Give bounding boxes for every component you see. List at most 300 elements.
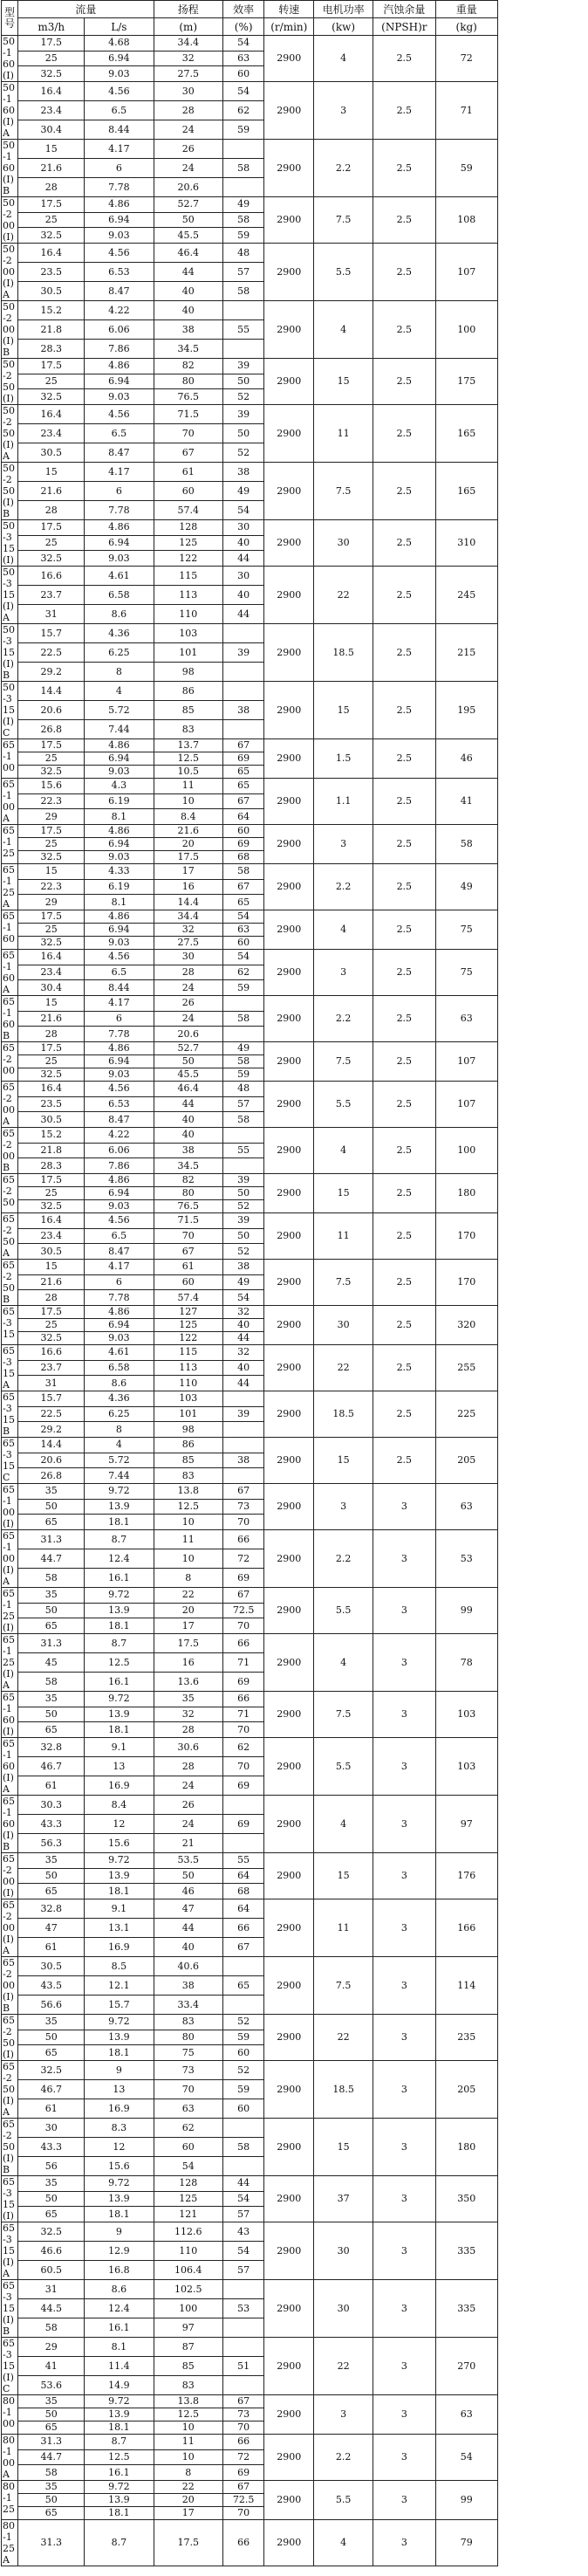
motor-power-cell: 37 [314, 2176, 373, 2222]
efficiency-cell: 62 [222, 1738, 264, 1757]
flow-m3h-cell: 31.3 [18, 1634, 85, 1653]
header-row-names [2, 1, 587, 18]
table-row [2, 1391, 587, 1407]
head-cell: 34.5 [154, 340, 222, 359]
model-cell: 65-100(I)A [2, 1530, 18, 1588]
head-cell: 13.6 [154, 1673, 222, 1692]
flow-m3h-cell: 15 [18, 864, 85, 880]
flow-m3h-cell: 22.3 [18, 793, 85, 809]
flow-m3h-cell: 16.6 [18, 567, 85, 586]
head-cell: 24 [154, 159, 222, 178]
head-cell: 45.5 [154, 1068, 222, 1082]
flow-ls-cell: 9.72 [85, 2395, 154, 2408]
head-cell: 16 [154, 1653, 222, 1673]
model-cell: 50-250(I)A [2, 405, 18, 463]
efficiency-cell: 40 [222, 1319, 264, 1332]
table-row [2, 1796, 587, 1815]
flow-m3h-cell: 65 [18, 2507, 85, 2520]
npsh-cell: 3 [373, 1796, 435, 1853]
head-cell: 73 [154, 2061, 222, 2080]
table-row [2, 2481, 587, 2494]
motor-power-cell: 15 [314, 359, 373, 405]
efficiency-cell: 64 [222, 1899, 264, 1919]
npsh-cell: 3 [373, 2119, 435, 2176]
efficiency-cell: 59 [222, 2080, 264, 2099]
flow-ls-cell: 8.1 [85, 809, 154, 825]
efficiency-cell: 70 [222, 1757, 264, 1776]
model-cell: 65-160 [2, 910, 18, 950]
table-row [2, 1853, 587, 1869]
efficiency-cell: 44 [222, 551, 264, 567]
efficiency-cell: 72 [222, 1549, 264, 1569]
efficiency-cell: 49 [222, 1042, 264, 1055]
model-cell: 80-125 [2, 2481, 18, 2520]
head-cell: 50 [154, 1868, 222, 1884]
flow-ls-cell: 16.9 [85, 2099, 154, 2119]
head-cell: 45.5 [154, 228, 222, 244]
speed-cell: 2900 [264, 301, 314, 359]
efficiency-cell: 70 [222, 1515, 264, 1530]
head-cell: 34.4 [154, 910, 222, 924]
flow-ls-cell: 8.7 [85, 2520, 154, 2566]
flow-ls-cell: 6.53 [85, 263, 154, 282]
head-cell: 22 [154, 2481, 222, 2494]
flow-m3h-cell: 31 [18, 1376, 85, 1391]
efficiency-cell: 65 [222, 779, 264, 794]
speed-cell: 2900 [264, 1853, 314, 1899]
speed-cell: 2900 [264, 1260, 314, 1306]
flow-ls-cell: 4.56 [85, 950, 154, 965]
head-cell: 50 [154, 212, 222, 228]
flow-m3h-cell: 43.5 [18, 1976, 85, 1996]
head-cell: 46 [154, 1884, 222, 1899]
model-cell: 65-315A [2, 1345, 18, 1391]
model-cell: 65-250B [2, 1260, 18, 1306]
efficiency-cell: 50 [222, 1187, 264, 1200]
efficiency-cell: 44 [222, 605, 264, 624]
motor-power-cell: 11 [314, 1899, 373, 1957]
flow-ls-cell: 5.72 [85, 701, 154, 720]
motor-power-cell: 15 [314, 1438, 373, 1484]
flow-m3h-cell: 47 [18, 1919, 85, 1938]
flow-m3h-cell: 22.5 [18, 1406, 85, 1422]
weight-cell: 195 [435, 682, 497, 739]
efficiency-cell: 48 [222, 244, 264, 263]
speed-cell: 2900 [264, 864, 314, 910]
npsh-cell: 2.5 [373, 950, 435, 996]
flow-ls-cell: 8.6 [85, 1376, 154, 1391]
motor-power-cell: 5.5 [314, 244, 373, 301]
npsh-cell: 3 [373, 1530, 435, 1588]
table-row [2, 864, 587, 880]
weight-cell: 255 [435, 1345, 497, 1391]
npsh-cell: 2.5 [373, 1213, 435, 1260]
head-cell: 30 [154, 950, 222, 965]
flow-m3h-cell: 15 [18, 463, 85, 482]
weight-cell: 180 [435, 2119, 497, 2176]
flow-m3h-cell: 25 [18, 374, 85, 389]
speed-cell: 2900 [264, 1484, 314, 1530]
efficiency-cell: 67 [222, 1588, 264, 1604]
motor-power-cell: 2.2 [314, 1530, 373, 1588]
flow-ls-cell: 9.03 [85, 937, 154, 950]
flow-ls-cell: 16.8 [85, 2261, 154, 2280]
model-cell: 65-125(I)A [2, 1634, 18, 1692]
head-cell: 11 [154, 2435, 222, 2450]
weight-cell: 107 [435, 244, 497, 301]
efficiency-cell [222, 682, 264, 701]
flow-m3h-cell: 16.4 [18, 1213, 85, 1229]
head-cell: 76.5 [154, 1200, 222, 1213]
npsh-cell: 2.5 [373, 779, 435, 825]
efficiency-cell [222, 1158, 264, 1174]
flow-m3h-cell: 30.5 [18, 1957, 85, 1976]
flow-m3h-cell: 46.6 [18, 2242, 85, 2261]
flow-ls-cell: 4.33 [85, 864, 154, 880]
speed-cell: 2900 [264, 140, 314, 197]
efficiency-cell: 30 [222, 520, 264, 536]
flow-ls-cell: 9.72 [85, 2481, 154, 2494]
model-cell: 65-200 [2, 1042, 18, 1082]
flow-m3h-cell: 32.5 [18, 1332, 85, 1345]
flow-ls-cell: 4 [85, 682, 154, 701]
npsh-cell: 3 [373, 1957, 435, 2015]
flow-ls-cell: 9.72 [85, 2015, 154, 2030]
motor-power-cell: 22 [314, 567, 373, 624]
efficiency-cell [222, 996, 264, 1012]
head-cell: 125 [154, 1319, 222, 1332]
efficiency-cell: 66 [222, 2520, 264, 2566]
flow-m3h-cell: 50 [18, 2408, 85, 2421]
npsh-cell: 2.5 [373, 36, 435, 82]
unit-power: (kw) [314, 18, 373, 36]
efficiency-cell: 39 [222, 405, 264, 424]
npsh-cell: 2.5 [373, 1438, 435, 1484]
model-cell: 65-100(I) [2, 1484, 18, 1530]
flow-m3h-cell: 14.4 [18, 1438, 85, 1453]
efficiency-cell: 44 [222, 1332, 264, 1345]
motor-power-cell: 22 [314, 2015, 373, 2061]
flow-ls-cell: 8.3 [85, 2119, 154, 2138]
weight-cell: 350 [435, 2176, 497, 2222]
flow-ls-cell: 8.47 [85, 443, 154, 463]
flow-m3h-cell: 30.4 [18, 120, 85, 140]
weight-cell: 320 [435, 1306, 497, 1345]
efficiency-cell: 38 [222, 701, 264, 720]
head-cell: 113 [154, 586, 222, 605]
efficiency-cell: 52 [222, 2061, 264, 2080]
head-cell: 57.4 [154, 1290, 222, 1306]
flow-ls-cell: 8 [85, 1422, 154, 1438]
speed-cell: 2900 [264, 520, 314, 567]
flow-m3h-cell: 25 [18, 1187, 85, 1200]
flow-ls-cell: 7.44 [85, 720, 154, 739]
table-row [2, 1213, 587, 1229]
flow-ls-cell: 5.72 [85, 1453, 154, 1468]
flow-m3h-cell: 31 [18, 2280, 85, 2299]
flow-ls-cell: 8.1 [85, 895, 154, 910]
flow-m3h-cell: 43.3 [18, 1815, 85, 1834]
flow-m3h-cell: 25 [18, 1055, 85, 1068]
flow-m3h-cell: 53.6 [18, 2376, 85, 2395]
efficiency-cell: 67 [222, 793, 264, 809]
flow-m3h-cell: 32.5 [18, 2061, 85, 2080]
flow-m3h-cell: 58 [18, 2318, 85, 2338]
flow-m3h-cell: 17.5 [18, 36, 85, 52]
flow-ls-cell: 7.78 [85, 1290, 154, 1306]
flow-m3h-cell: 50 [18, 2030, 85, 2045]
motor-power-cell: 3 [314, 82, 373, 140]
head-cell: 40 [154, 1128, 222, 1144]
speed-cell: 2900 [264, 825, 314, 864]
head-cell: 8 [154, 2465, 222, 2481]
flow-m3h-cell: 16.4 [18, 244, 85, 263]
speed-cell: 2900 [264, 359, 314, 405]
flow-m3h-cell: 15.2 [18, 301, 85, 320]
flow-ls-cell: 7.86 [85, 1158, 154, 1174]
flow-m3h-cell: 60.5 [18, 2261, 85, 2280]
weight-cell: 78 [435, 1634, 497, 1692]
flow-ls-cell: 8.7 [85, 1634, 154, 1653]
flow-ls-cell: 15.6 [85, 1834, 154, 1853]
efficiency-cell: 60 [222, 825, 264, 838]
npsh-cell: 2.5 [373, 244, 435, 301]
speed-cell: 2900 [264, 910, 314, 950]
header-speed: 转速 [264, 1, 314, 18]
npsh-cell: 2.5 [373, 567, 435, 624]
flow-m3h-cell: 45 [18, 1653, 85, 1673]
flow-ls-cell: 4.56 [85, 82, 154, 101]
efficiency-cell: 52 [222, 1200, 264, 1213]
head-cell: 20 [154, 838, 222, 851]
flow-ls-cell: 6.94 [85, 752, 154, 766]
flow-m3h-cell: 35 [18, 2395, 85, 2408]
flow-m3h-cell: 44.5 [18, 2299, 85, 2318]
efficiency-cell: 69 [222, 1815, 264, 1834]
flow-m3h-cell: 20.6 [18, 701, 85, 720]
model-cell: 65-100 [2, 739, 18, 779]
flow-ls-cell: 11.4 [85, 2357, 154, 2376]
flow-ls-cell: 8.44 [85, 120, 154, 140]
head-cell: 40 [154, 301, 222, 320]
head-cell: 28 [154, 1757, 222, 1776]
head-cell: 67 [154, 443, 222, 463]
efficiency-cell: 39 [222, 359, 264, 374]
flow-ls-cell: 12.5 [85, 2449, 154, 2465]
flow-m3h-cell: 65 [18, 1515, 85, 1530]
flow-m3h-cell: 21.6 [18, 1011, 85, 1027]
flow-m3h-cell: 29.2 [18, 1422, 85, 1438]
head-cell: 28 [154, 965, 222, 980]
efficiency-cell: 32 [222, 1306, 264, 1319]
head-cell: 10.5 [154, 766, 222, 779]
efficiency-cell [222, 1957, 264, 1976]
efficiency-cell: 69 [222, 2465, 264, 2481]
table-row [2, 140, 587, 159]
flow-m3h-cell: 30.4 [18, 980, 85, 996]
efficiency-cell [222, 1027, 264, 1042]
flow-ls-cell: 8.47 [85, 1112, 154, 1128]
model-cell: 65-200A [2, 1082, 18, 1128]
efficiency-cell: 65 [222, 1976, 264, 1996]
flow-m3h-cell: 65 [18, 2207, 85, 2222]
table-row [2, 996, 587, 1012]
npsh-cell: 2.5 [373, 520, 435, 567]
model-cell: 65-125 [2, 825, 18, 864]
model-cell: 65-200(I) [2, 1853, 18, 1899]
model-cell: 50-200(I) [2, 197, 18, 244]
flow-ls-cell: 13.9 [85, 1707, 154, 1722]
npsh-cell: 2.5 [373, 1391, 435, 1438]
flow-m3h-cell: 15 [18, 140, 85, 159]
efficiency-cell [222, 624, 264, 643]
flow-m3h-cell: 29 [18, 2338, 85, 2357]
efficiency-cell: 62 [222, 101, 264, 120]
flow-m3h-cell: 32.8 [18, 1738, 85, 1757]
flow-m3h-cell: 17.5 [18, 825, 85, 838]
head-cell: 27.5 [154, 66, 222, 82]
motor-power-cell: 30 [314, 2280, 373, 2338]
flow-m3h-cell: 30.5 [18, 282, 85, 301]
model-cell: 50-315(I)B [2, 624, 18, 682]
flow-m3h-cell: 56.3 [18, 1834, 85, 1853]
flow-ls-cell: 12 [85, 1815, 154, 1834]
weight-cell: 108 [435, 197, 497, 244]
efficiency-cell: 73 [222, 1499, 264, 1515]
head-cell: 46.4 [154, 244, 222, 263]
flow-m3h-cell: 29 [18, 895, 85, 910]
flow-m3h-cell: 50 [18, 2494, 85, 2507]
flow-ls-cell: 8 [85, 663, 154, 682]
flow-m3h-cell: 25 [18, 535, 85, 551]
flow-ls-cell: 13.9 [85, 2408, 154, 2421]
flow-ls-cell: 8.1 [85, 2338, 154, 2357]
npsh-cell: 2.5 [373, 301, 435, 359]
head-cell: 20 [154, 1603, 222, 1618]
efficiency-cell: 67 [222, 1484, 264, 1500]
table-row [2, 36, 587, 52]
efficiency-cell: 65 [222, 766, 264, 779]
flow-ls-cell: 9 [85, 2061, 154, 2080]
flow-ls-cell: 4.86 [85, 1306, 154, 1319]
weight-cell: 59 [435, 140, 497, 197]
flow-ls-cell: 4.86 [85, 910, 154, 924]
flow-ls-cell: 6.5 [85, 101, 154, 120]
npsh-cell: 2.5 [373, 1128, 435, 1174]
flow-m3h-cell: 65 [18, 2421, 85, 2435]
unit-head: (m) [154, 18, 222, 36]
model-cell: 65-250(I) [2, 2015, 18, 2061]
efficiency-cell: 64 [222, 809, 264, 825]
speed-cell: 2900 [264, 1738, 314, 1796]
efficiency-cell: 66 [222, 1919, 264, 1938]
weight-cell: 176 [435, 1853, 497, 1899]
motor-power-cell: 18.5 [314, 624, 373, 682]
weight-cell: 166 [435, 1899, 497, 1957]
efficiency-cell [222, 720, 264, 739]
head-cell: 127 [154, 1306, 222, 1319]
npsh-cell: 3 [373, 1634, 435, 1692]
flow-m3h-cell: 21.6 [18, 159, 85, 178]
flow-m3h-cell: 56 [18, 2157, 85, 2176]
table-row [2, 463, 587, 482]
flow-m3h-cell: 35 [18, 2176, 85, 2192]
model-cell: 65-200(I)A [2, 1899, 18, 1957]
efficiency-cell [222, 301, 264, 320]
efficiency-cell: 65 [222, 895, 264, 910]
head-cell: 32 [154, 1707, 222, 1722]
table-row [2, 567, 587, 586]
head-cell: 98 [154, 663, 222, 682]
motor-power-cell: 15 [314, 682, 373, 739]
speed-cell: 2900 [264, 2061, 314, 2119]
motor-power-cell: 7.5 [314, 197, 373, 244]
header-model: 型号 [2, 1, 18, 36]
model-cell: 50-160(I)A [2, 82, 18, 140]
table-row [2, 82, 587, 101]
head-cell: 40 [154, 1938, 222, 1957]
head-cell: 80 [154, 374, 222, 389]
head-cell: 13.8 [154, 2395, 222, 2408]
efficiency-cell: 57 [222, 2207, 264, 2222]
flow-ls-cell: 4.61 [85, 567, 154, 586]
table-row [2, 1738, 587, 1757]
efficiency-cell [222, 140, 264, 159]
efficiency-cell: 66 [222, 1634, 264, 1653]
head-cell: 12.5 [154, 1499, 222, 1515]
weight-cell: 270 [435, 2338, 497, 2395]
flow-ls-cell: 13.9 [85, 1868, 154, 1884]
efficiency-cell: 64 [222, 1868, 264, 1884]
weight-cell: 170 [435, 1260, 497, 1306]
head-cell: 47 [154, 1899, 222, 1919]
efficiency-cell: 58 [222, 1055, 264, 1068]
efficiency-cell [222, 663, 264, 682]
npsh-cell: 3 [373, 1899, 435, 1957]
flow-ls-cell: 18.1 [85, 1515, 154, 1530]
speed-cell: 2900 [264, 567, 314, 624]
flow-m3h-cell: 58 [18, 1569, 85, 1588]
table-row [2, 2338, 587, 2357]
efficiency-cell: 68 [222, 851, 264, 864]
flow-m3h-cell: 20.6 [18, 1453, 85, 1468]
flow-ls-cell: 4.86 [85, 825, 154, 838]
flow-ls-cell: 8.44 [85, 980, 154, 996]
head-cell: 122 [154, 551, 222, 567]
head-cell: 20.6 [154, 178, 222, 197]
flow-ls-cell: 6.94 [85, 51, 154, 66]
flow-ls-cell: 6.19 [85, 879, 154, 895]
head-cell: 125 [154, 535, 222, 551]
flow-ls-cell: 16.9 [85, 1938, 154, 1957]
flow-m3h-cell: 32.5 [18, 2222, 85, 2242]
flow-m3h-cell: 31 [18, 605, 85, 624]
flow-m3h-cell: 25 [18, 1319, 85, 1332]
npsh-cell: 3 [373, 2280, 435, 2338]
flow-m3h-cell: 30.5 [18, 1112, 85, 1128]
npsh-cell: 2.5 [373, 1042, 435, 1082]
flow-ls-cell: 4.86 [85, 520, 154, 536]
flow-m3h-cell: 56.6 [18, 1996, 85, 2015]
npsh-cell: 3 [373, 1484, 435, 1530]
table-row [2, 1260, 587, 1275]
head-cell: 67 [154, 1244, 222, 1260]
flow-ls-cell: 6.19 [85, 793, 154, 809]
table-row [2, 1957, 587, 1976]
model-cell: 50-315(I) [2, 520, 18, 567]
speed-cell: 2900 [264, 82, 314, 140]
npsh-cell: 2.5 [373, 197, 435, 244]
